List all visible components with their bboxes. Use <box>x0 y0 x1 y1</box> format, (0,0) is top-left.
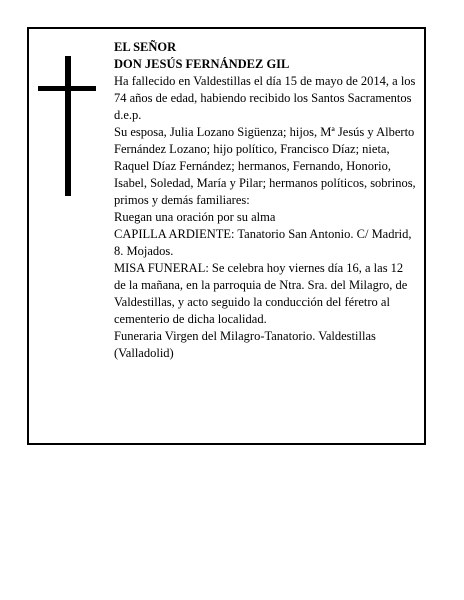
family-list: Su esposa, Julia Lozano Sigüenza; hijos, Mª Jesús y Alberto Fernández Lozano; hijo político, Francisco Díaz; nieta, Raquel Díaz Fernández; hermanos, Fernando, Honorio, Isabel, Soledad, María y Pilar; hermanos políticos, sobrinos, primos y demás familiares: <box>114 125 416 207</box>
obituary-text <box>114 39 418 362</box>
death-announcement: Ha fallecido en Valdestillas el día 15 de mayo de 2014, a los 74 años de edad, habiendo recibido los Santos Sacramentos <box>114 74 416 105</box>
funeral-mass-info: MISA FUNERAL: Se celebra hoy viernes día 16, a las 12 de la mañana, en la parroquia de Ntra. Sra. del Milagro, de Valdestillas, y acto seguido la conducción del féretro al cementerio de dicha localidad. <box>114 261 408 326</box>
prayer-request: Ruegan una oración por su alma <box>114 210 276 224</box>
funeral-home: Funeraria Virgen del Milagro-Tanatorio. Valdestillas (Valladolid) <box>114 329 376 360</box>
deceased-title: EL SEÑOR <box>114 40 177 54</box>
chapel-info: CAPILLA ARDIENTE: Tanatorio San Antonio. C/ Madrid, 8. Mojados. <box>114 227 412 258</box>
cross-icon <box>65 56 71 196</box>
deceased-name: DON JESÚS FERNÁNDEZ GIL <box>114 57 290 71</box>
rip-text: d.e.p. <box>114 108 142 122</box>
cross-icon-bar <box>38 86 96 91</box>
